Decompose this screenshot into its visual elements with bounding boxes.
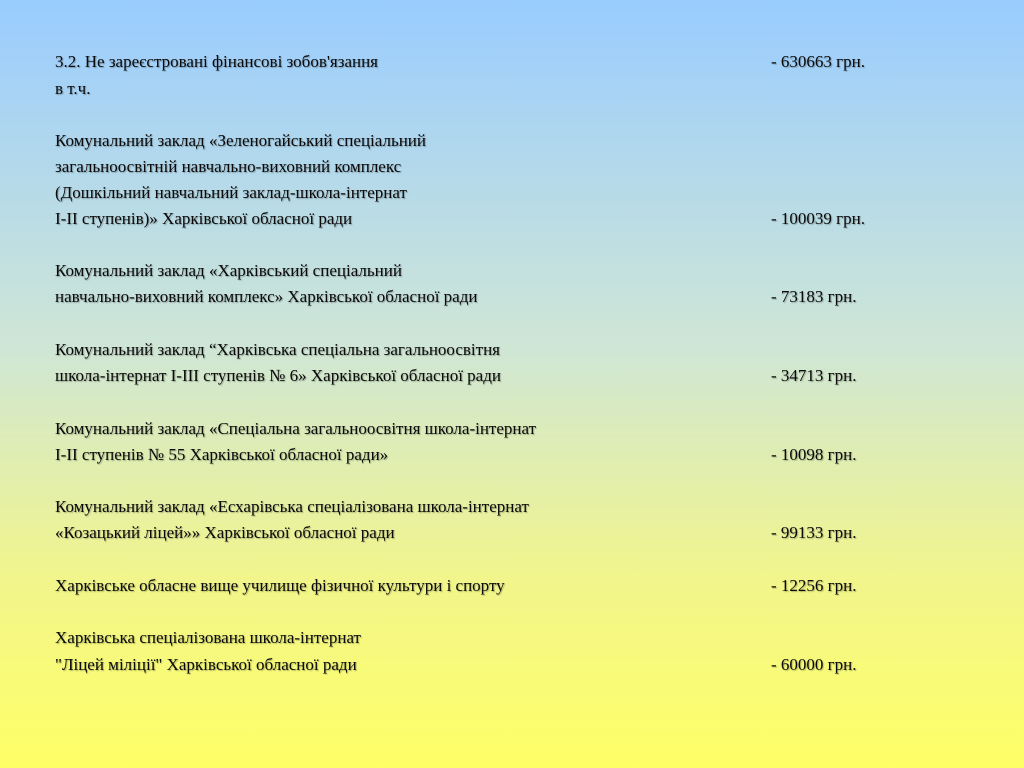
item-text-line: І-ІІ ступенів)» Харківської обласної ради [55, 209, 353, 228]
item-text-line: (Дошкільний навчальний заклад-школа-інтернат [55, 183, 407, 202]
item-amount: - 12256 грн. [771, 576, 857, 595]
item-amount: - 100039 грн. [771, 209, 865, 228]
item-text-line: Харківська спеціалізована школа-інтернат [55, 628, 361, 647]
item-text-line: Комунальний заклад “Харківська спеціальна загальноосвітня [55, 340, 500, 359]
item-text-line: Комунальний заклад «Спеціальна загальноосвітня школа-інтернат [55, 419, 537, 438]
item-amount: - 99133 грн. [771, 523, 857, 542]
total-amount: - 630663 грн. [771, 52, 865, 71]
item-text-line: Харківське обласне вище училище фізичної культури і спорту [55, 576, 505, 595]
item-text-line: Комунальний заклад «Зеленогайський спеціальний [55, 131, 426, 150]
item-amount: - 10098 грн. [771, 445, 857, 464]
section-title: 3.2. Не зареєстровані фінансові зобов'язання [55, 52, 378, 71]
item-text-line: Комунальний заклад «Харківський спеціальний [55, 261, 402, 280]
item-text-line: школа-інтернат І-ІІІ ступенів № 6» Харківської обласної ради [55, 366, 501, 385]
item-text-line: Комунальний заклад «Есхарівська спеціалізована школа-інтернат [55, 497, 529, 516]
item-text-line: «Козацький ліцей»» Харківської обласної ради [55, 523, 395, 542]
section-subtitle: в т.ч. [55, 79, 91, 98]
item-amount: - 34713 грн. [771, 366, 857, 385]
item-text-line: загальноосвітній навчально-виховний комплекс [55, 157, 402, 176]
item-text-line: І-ІІ ступенів № 55 Харківської обласної ради» [55, 445, 389, 464]
item-amount: - 73183 грн. [771, 287, 857, 306]
item-text-line: навчально-виховний комплекс» Харківської обласної ради [55, 287, 478, 306]
item-amount: - 60000 грн. [771, 655, 857, 674]
item-text-line: "Ліцей міліції" Харківської обласної ради [55, 655, 357, 674]
